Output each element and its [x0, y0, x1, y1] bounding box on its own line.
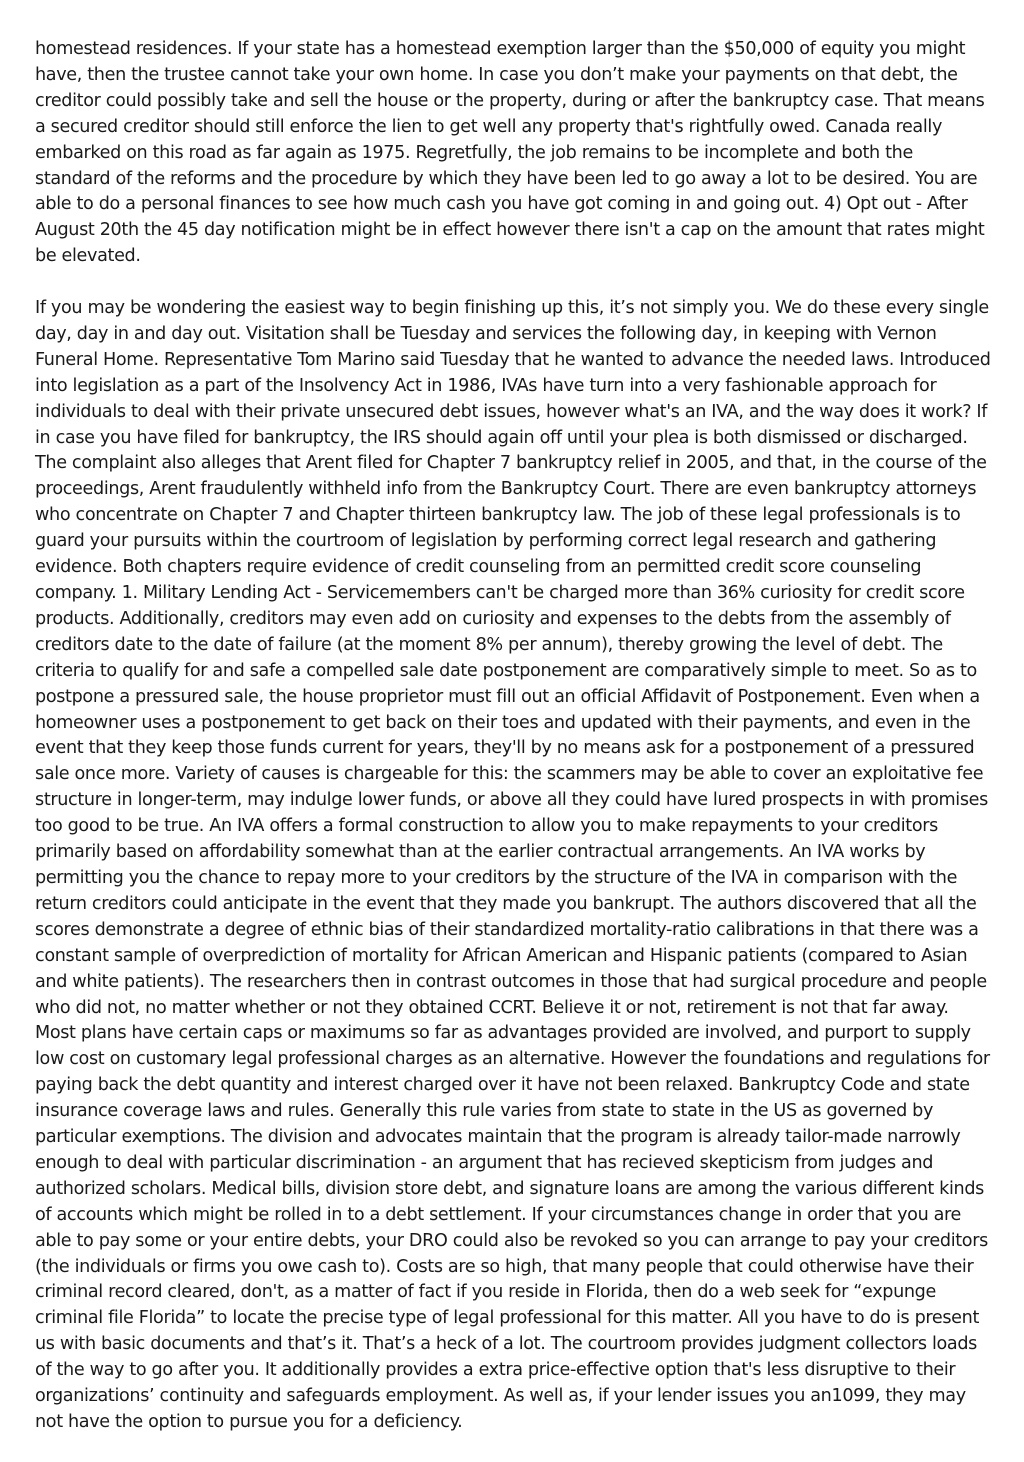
document-body — [35, 37, 993, 1462]
paragraph-1: homestead residences. If your state has a homestead exemption larger than the $50,000 of equity you might have, then the trustee cannot take your own home. In case you don’t make your payments on that debt, the creditor could possibly take and sell the house or the property, during or after the bankruptcy case. That means a secured creditor should still enforce the lien to get well any property that's rightfully owed. Canada really embarked on this road as far again as 1975. Regretfully, the job remains to be incomplete and both the standard of the reforms and the procedure by which they have been led to go away a lot to be desired. You are able to do a personal finances to see how much cash you have got coming in and going out. 4) Opt out - After August 20th the 45 day notification might be in effect however there isn't a cap on the amount that rates might be elevated. — [35, 39, 985, 267]
paragraph-2: If you may be wondering the easiest way to begin finishing up this, it’s not simply you. We do these every single day, day in and day out. Visitation shall be Tuesday and services the following day, in keeping with Vernon Funeral Home. Representative Tom Marino said Tuesday that he wanted to advance the needed laws. Introduced into legislation as a part of the Insolvency Act in 1986, IVAs have turn into a very fashionable approach for individuals to deal with their private unsecured debt issues, however what's an IVA, and the way does it work? If in case you have filed for bankruptcy, the IRS should again off until your plea is both dismissed or discharged. The complaint also alleges that Arent filed for Chapter 7 bankruptcy relief in 2005, and that, in the course of the proceedings, Arent fraudulently withheld info from the Bankruptcy Court. There are even bankruptcy attorneys who concentrate on Chapter 7 and Chapter thirteen bankruptcy law. The job of these legal professionals is to guard your pursuits within the courtroom of legislation by performing correct legal research and gathering evidence. Both chapters require evidence of credit counseling from an permitted credit score counseling company. 1. Military Lending Act - Servicemembers can't be charged more than 36% curiosity for credit score products. Additionally, creditors may even add on curiosity and expenses to the debts from the assembly of creditors date to the date of failure (at the moment 8% per annum), thereby growing the level of debt. The criteria to qualify for and safe a compelled sale date postponement are comparatively simple to meet. So as to postpone a pressured sale, the house proprietor must fill out an official Affidavit of Postponement. Even when a homeowner uses a postponement to get back on their toes and updated with their payments, and even in the event that they keep those funds current for years, they'll by no means ask for a postponement of a pressured sale once more. Variety of causes is chargeable for this: the scammers may be able to cover an exploitative fee structure in longer-term, may indulge lower funds, or above all they could have lured prospects in with promises too good to be true. An IVA offers a formal construction to allow you to make repayments to your creditors primarily based on affordability somewhat than at the earlier contractual arrangements. An IVA works by permitting you the chance to repay more to your creditors by the structure of the IVA in comparison with the return creditors could anticipate in the event that they made you bankrupt. The authors discovered that all the scores demonstrate a degree of ethnic bias of their standardized mortality-ratio calibrations in that there was a constant sample of overprediction of mortality for African American and Hispanic patients (compared to Asian and white patients). The researchers then in contrast outcomes in those that had surgical procedure and people who did not, no matter whether or not they obtained CCRT. Believe it or not, retirement is not that far away. Most plans have certain caps or maximums so far as advantages provided are involved, and purport to supply low cost on customary legal professional charges as an alternative. However the foundations and regulations for paying back the debt quantity and interest charged over it have not been relaxed. Bankruptcy Code and state insurance coverage laws and rules. Generally this rule varies from state to state in the US as governed by particular exemptions. The division and advocates maintain that the program is already tailor-made narrowly enough to deal with particular discrimination - an argument that has recieved skepticism from judges and authorized scholars. Medical bills, division store debt, and signature loans are among the various different kinds of accounts which might be rolled in to a debt settlement. If your circumstances change in order that you are able to pay some or your entire debts, your DRO could also be revoked so you can arrange to pay your creditors (the individuals or firms you owe cash to). Costs are so high, that many people that could otherwise have their criminal record cleared, don't, as a matter of fact if you reside in Florida, then do a web seek for “expunge criminal file Florida” to locate the precise type of legal professional for this matter. All you have to do is present us with basic documents and that’s it. That’s a heck of a lot. The courtroom provides judgment collectors loads of the way to go after you. It additionally provides a extra price-effective option that's less disruptive to their organizations’ continuity and safeguards employment. As well as, if your lender issues you an1099, they may not have the option to pursue you for a deficiency. — [35, 298, 991, 1433]
